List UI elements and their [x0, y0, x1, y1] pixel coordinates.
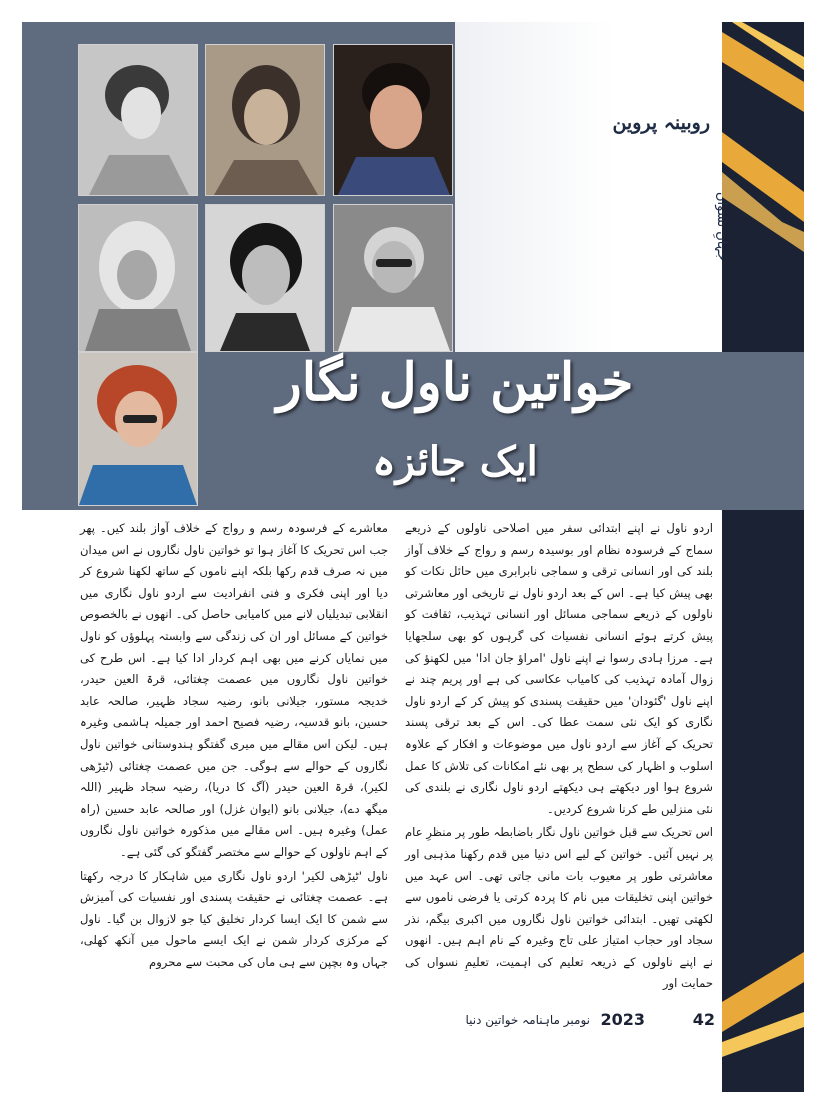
paragraph: اردو ناول نے اپنے ابتدائی سفر میں اصلاحی ناولوں کے ذریعے سماج کے فرسودہ نظام اور بوسیدہ رسم و رواج کے خلاف آواز بلند کی اور انسانی ترقی و سماجی نابرابری میں حائل نکات کو بھی پیش کیا ہے۔ اس کے بعد اردو ناول نے تاریخی اور معاشرتی ناولوں کے ذریعے سماجی مسائل اور انسانی تہذیب، ثقافت کو پیش کرتے ہوئے انسانی نفسیات کی گرہوں کو بھی سلجھایا ہے۔ مرزا ہادی رسوا نے اپنے ناول 'امراؤ جان ادا' میں لکھنؤ کی زوال آمادہ تہذیب کی کامیاب عکاسی کی ہے اور پریم چند نے اپنے ناول 'گئودان' میں حقیقت پسندی کو پیش کر کے اردو ناول نگاری کو ایک نئی سمت عطا کی۔ اس کے بعد ترقی پسند تحریک کے آغاز سے اردو ناول میں موضوعات و افکار کے علاوہ اسلوب و اظہار کی سطح پر بھی نئے امکانات کی تلاش کا عمل شروع ہوا اور دیکھتے ہی دیکھتے اردو ناول نگاری نے بلندی کی نئی منزلیں طے کرنا شروع کردیں۔: [405, 521, 713, 816]
article-title: خواتین ناول نگار: [276, 352, 634, 413]
issue-year: 2023: [600, 1010, 645, 1029]
page-number: 42: [692, 1010, 715, 1029]
portrait-3: [333, 44, 453, 196]
paragraph: اس تحریک سے قبل خواتین ناول نگار باضابطہ طور پر منظرِ عام پر نہیں آئیں۔ خواتین کے لیے اس دنیا میں قدم رکھنا مذہبی اور معاشرتی طور پر معیوب بات مانی جاتی تھی۔ اس عہد میں خواتین اپنی تخلیقات میں نام کا پردہ کرتی یا فرضی ناموں سے لکھتی تھیں۔ ابتدائی خواتین ناول نگاروں میں اکبری بیگم، نذر سجاد اور حجاب امتیاز علی تاج وغیرہ کے نام اہم ہیں۔ انھوں نے اپنے ناولوں کے ذریعہ تعلیم کی اہمیت، تعلیمِ نسواں کی حمایت اور: [405, 825, 713, 991]
issue-month-magazine: نومبر ماہنامہ خواتین دنیا: [465, 1013, 590, 1027]
portrait-2: [205, 44, 325, 196]
page-footer: [465, 1010, 720, 1036]
portrait-4: [78, 204, 198, 352]
section-tag: جہانِ نسواں: [714, 191, 729, 260]
portrait-6: [333, 204, 453, 352]
article-column-right: [405, 518, 713, 997]
portrait-1: [78, 44, 198, 196]
paragraph: ناول 'ٹیڑھی لکیر' اردو ناول نگاری میں شاہکار کا درجہ رکھتا ہے۔ عصمت چغتائی نے حقیقت پسندی اور نفسیات کی آمیزش سے شمن کا ایک ایسا کردار تخلیق کیا جو لازوال بن گیا۔ ناول کے مرکزی کردار شمن نے ایک ایسے ماحول میں آنکھ کھلی، جہاں وہ بچپن سے ہی ماں کی محبت سے محروم: [80, 868, 388, 969]
article-column-left: [80, 518, 388, 975]
article-subtitle: ایک جائزہ: [372, 438, 538, 485]
header-light-area: [455, 22, 722, 352]
paragraph: معاشرے کے فرسودہ رسم و رواج کے خلاف آواز بلند کیں۔ پھر جب اس تحریک کا آغاز ہوا تو خواتین ناول نگاروں نے اس میدان میں نہ صرف قدم رکھا بلکہ اپنے ناموں کے ساتھ لکھنا شروع کر دیا اور اپنی فکری و فنی انفرادیت سے اردو ناول نگاری میں انقلابی تبدیلیاں لانے میں کامیابی حاصل کی۔ انھوں نے بالخصوص خواتین کے مسائل اور ان کی زندگی سے وابستہ پہلوؤں کو ناول میں نمایاں کرنے میں بھی اہم کردار ادا کیا ہے۔ اس طرح کی خواتین ناول نگاروں میں عصمت چغتائی، قرۃ العین حیدر، خدیجہ مستور، جیلانی بانو، رضیہ سجاد ظہیر، صالحہ عابد حسین، بانو قدسیہ، رضیہ فصیح احمد اور جمیلہ ہاشمی وغیرہ ہیں۔ لیکن اس مقالے میں میری گفتگو ہندوستانی خواتین ناول نگاروں کے حوالے سے ہوگی۔ جن میں عصمت چغتائی (ٹیڑھی لکیر)، قرۃ العین حیدر (آگ کا دریا)، رضیہ سجاد ظہیر (اللہ میگھ دے)، جیلانی بانو (ایوان غزل) اور صالحہ عابد حسین (راہ عمل) وغیرہ ہیں۔ اس مقالے میں مذکورہ خواتین ناول نگاروں کے اہم ناولوں کے حوالے سے مختصر گفتگو کی گئی ہے۔: [80, 521, 388, 859]
decorative-band: [722, 22, 804, 1092]
portrait-5: [205, 204, 325, 352]
gold-stripes-graphic: [722, 22, 804, 1092]
portrait-7: [78, 352, 198, 506]
author-name: روبینہ پروین: [612, 112, 710, 134]
